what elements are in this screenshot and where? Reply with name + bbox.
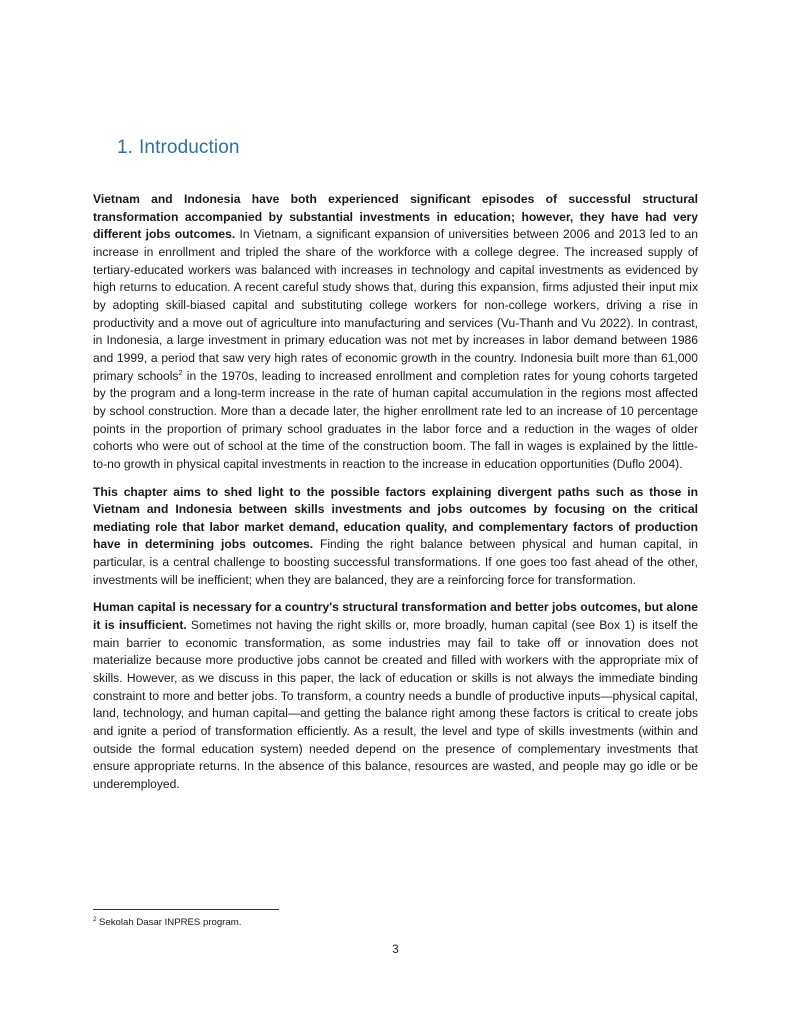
footnote (93, 917, 241, 928)
page-number: 3 (392, 944, 399, 956)
paragraph-2-lead: This chapter aims to shed light to the possible factors explaining divergent paths such as those in Vietnam and Indonesia between skills investments and jobs outcomes by focusing on the critical mediating role that labor market demand, education quality, and complementary factors of production have in determining jobs outcomes. (93, 484, 698, 552)
paragraph-1-text-a: In Vietnam, a significant expansion of universities between 2006 and 2013 led to an increase in enrollment and tripled the share of the workforce with a college degree. The increased supply of tertiary-educated workers was balanced with increases in technology and capital investments as evidenced by high returns to education. A recent careful study shows that, during this expansion, firms adjusted their input mix by adopting skill-biased capital and substituting college workers for non-college workers, driving a rise in productivity and a move out of agriculture into manufacturing and services (Vu-Thanh and Vu 2022). In contrast, in Indonesia, a large investment in primary education was not met by increases in labor demand between 1986 and 1999, a period that saw very high rates of economic growth in the country. Indonesia built more than 61,000 primary schools (93, 227, 698, 383)
footnote-divider (93, 909, 279, 910)
body-text (93, 191, 698, 804)
section-number: 1. (117, 137, 134, 158)
section-title: Introduction (139, 137, 240, 158)
footnote-marker: 2 (93, 916, 97, 923)
paragraph-3-lead: Human capital is necessary for a country's structural transformation and better jobs outcomes, but alone it is insufficient. (93, 600, 698, 633)
footnote-reference: 2 (178, 367, 183, 377)
section-heading (117, 137, 240, 159)
paragraph-2 (93, 484, 698, 590)
paragraph-3-text: Sometimes not having the right skills or, more broadly, human capital (see Box 1) is itself the main barrier to economic transformation, as some industries may fail to take off or innovation does not materialize because more productive jobs cannot be created and filled with workers with the appropriate mix of skills. However, as we discuss in this paper, the lack of education or skills is not always the immediate binding constraint to more and better jobs. To transform, a country needs a bundle of productive inputs—physical capital, land, technology, and human capital—and getting the balance right among these factors is critical to create jobs and ignite a period of transformation efficiently. As a result, the level and type of skills investments (within and outside the formal education system) needed depend on the presence of complementary investments that ensure appropriate returns. In the absence of this balance, resources are wasted, and people may go idle or be underemployed. (93, 618, 698, 791)
footnote-text: Sekolah Dasar INPRES program. (96, 917, 242, 928)
paragraph-1 (93, 191, 698, 474)
paragraph-1-text-b: in the 1970s, leading to increased enrollment and completion rates for young cohorts targeted by the program and a long-term increase in the rate of human capital accumulation in the regions most affected by school construction. More than a decade later, the higher enrollment rate led to an increase of 10 percentage points in the proportion of primary school graduates in the labor force and a reduction in the wages of older cohorts who were out of school at the time of the construction boom. The fall in wages is explained by the little-to-no growth in physical capital investments in reaction to the increase in education opportunities (Duflo 2004). (93, 368, 699, 471)
paragraph-2-text: Finding the right balance between physical and human capital, in particular, is a central challenge to boosting successful transformations. If one goes too fast ahead of the other, investments will be inefficient; when they are balanced, they are a reinforcing force for transformation. (93, 537, 698, 587)
paragraph-1-lead: Vietnam and Indonesia have both experienced significant episodes of successful structural transformation accompanied by substantial investments in education; however, they have had very different jobs outcomes. (93, 192, 698, 242)
paragraph-3 (93, 599, 698, 793)
